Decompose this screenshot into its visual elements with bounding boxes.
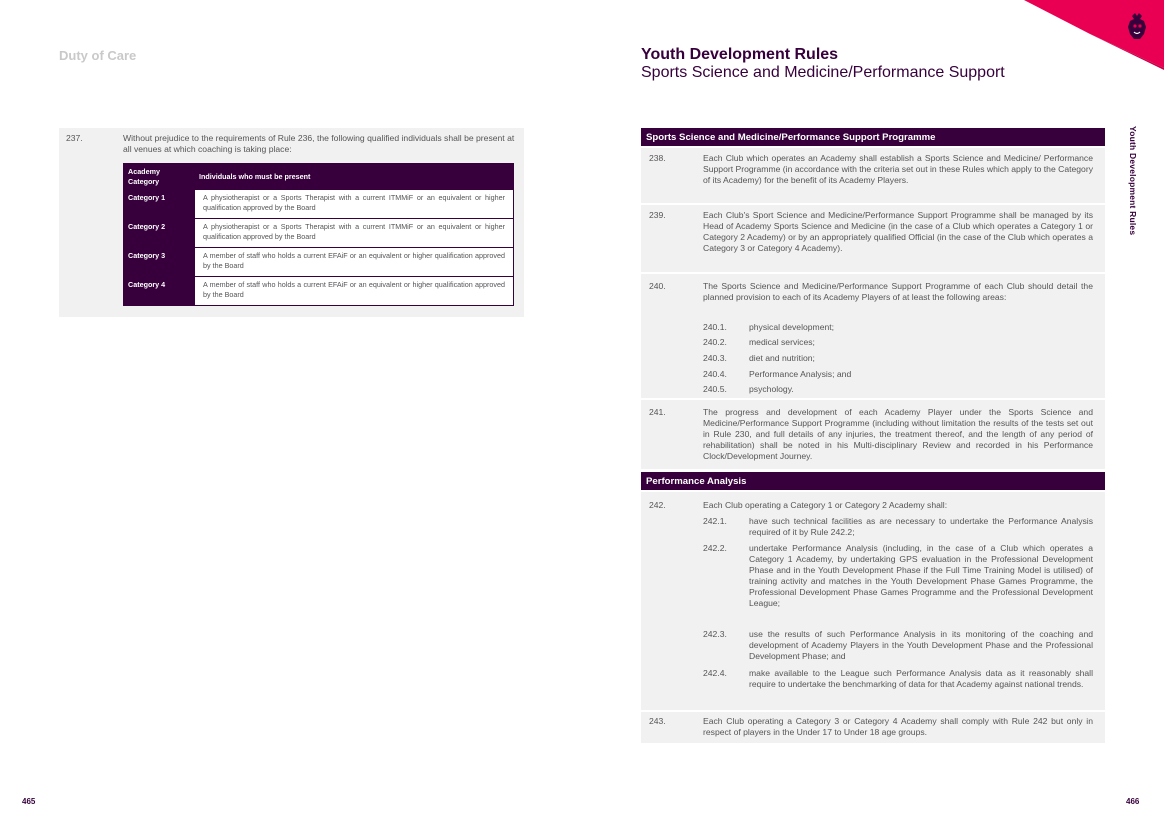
qualified-individuals-table xyxy=(123,163,514,306)
section-heading-sports-science: Sports Science and Medicine/Performance Support Programme xyxy=(641,128,1105,146)
sub-rule-text: diet and nutrition; xyxy=(749,353,815,363)
category-cell: Category 3 xyxy=(124,248,195,277)
premier-league-lion-icon xyxy=(1126,12,1148,42)
requirement-cell: A member of staff who holds a current EFAiF or an equivalent or higher qualification approved by the Board xyxy=(195,248,514,277)
table-row xyxy=(124,219,514,248)
section-heading-performance-analysis: Performance Analysis xyxy=(641,472,1105,490)
rule-241-box xyxy=(641,400,1105,469)
side-section-label: Youth Development Rules xyxy=(1128,126,1138,236)
page-title: Youth Development Rules xyxy=(641,46,839,63)
rule-243-box xyxy=(641,712,1105,743)
sub-rule-text: have such technical facilities as are necessary to undertake the Performance Analysis required of it by Rule 242.2; xyxy=(749,516,1093,537)
sub-rule-text: undertake Performance Analysis (including, in the case of a Club which operates a Category 1 Academy, by undertaking GPS evaluation in the Professional Development Phase and in the Youth Development Phase if the Full Time Training Model is utilised) of training activity and matches in the Youth Development Phase Games Programme, the Professional Development Phase Games Programme and the Professional Development League; xyxy=(749,543,1093,608)
rule-text: Without prejudice to the requirements of Rule 236, the following qualified individuals shall be present at all venues at which coaching is taking place: xyxy=(123,133,515,154)
rule-number: 240. xyxy=(649,281,666,291)
page-number-right: 466 xyxy=(1126,797,1140,806)
requirement-cell: A member of staff who holds a current EFAiF or an equivalent or higher qualification approved by the Board xyxy=(195,277,514,306)
rule-text: The progress and development of each Academy Player under the Sports Science and Medicine/Performance Support Programme (including without limitation the results of the tests set out in Rule 230, and full details of any injuries, the treatment thereof, and the length of any period of rehabilitation) shall be noted in his Multi-disciplinary Review and recorded in his Performance Clock/Development Journey. xyxy=(703,407,1093,461)
sub-rule-number: 240.5. xyxy=(703,384,727,394)
rule-239-box xyxy=(641,205,1105,272)
rule-number: 238. xyxy=(649,153,666,163)
sub-rule-number: 242.4. xyxy=(703,668,727,678)
page-subtitle: Sports Science and Medicine/Performance Support xyxy=(641,64,1005,81)
sub-rule-text: use the results of such Performance Analysis in its monitoring of the coaching and development of Academy Players in the Youth Development Phase and the Professional Development Phase; and xyxy=(749,629,1093,661)
sub-rule-number: 242.2. xyxy=(703,543,727,553)
left-page-header: Duty of Care xyxy=(59,48,137,63)
rule-240-box xyxy=(641,274,1105,398)
sub-rule-number: 242.1. xyxy=(703,516,727,526)
sub-rule-text: medical services; xyxy=(749,337,815,347)
rule-number: 239. xyxy=(649,210,666,220)
sub-rule-number: 240.4. xyxy=(703,369,727,379)
sub-rule-text: make available to the League such Performance Analysis data as it reasonably shall require to undertake the benchmarking of data for that Academy against national trends. xyxy=(749,668,1093,689)
sub-rule-number: 240.1. xyxy=(703,322,727,332)
category-cell: Category 4 xyxy=(124,277,195,306)
category-cell: Category 2 xyxy=(124,219,195,248)
rule-text: Each Club's Sport Science and Medicine/Performance Support Programme shall be managed by its Head of Academy Sports Science and Medicine (in the case of a Club which operates a Category 1 or Category 2 Academy) or by an appropriately qualified Official (in the case of the Club which operates a Category 3 or Category 4 Academy). xyxy=(703,210,1093,253)
rule-text: The Sports Science and Medicine/Performance Support Programme of each Club should detail the planned provision to each of its Academy Players of at least the following areas: xyxy=(703,281,1093,302)
sub-rule-number: 240.2. xyxy=(703,337,727,347)
table-row xyxy=(124,248,514,277)
rule-238-box xyxy=(641,148,1105,203)
rule-number: 241. xyxy=(649,407,666,417)
sub-rule-number: 240.3. xyxy=(703,353,727,363)
rule-number: 242. xyxy=(649,500,666,510)
requirement-cell: A physiotherapist or a Sports Therapist with a current ITMMiF or an equivalent or higher qualification approved by the Board xyxy=(195,190,514,219)
rule-text: Each Club operating a Category 3 or Category 4 Academy shall comply with Rule 242 but only in respect of players in the Under 17 to Under 18 age groups. xyxy=(703,716,1093,737)
rule-number: 237. xyxy=(66,133,83,143)
sub-rule-text: psychology. xyxy=(749,384,794,394)
requirement-cell: A physiotherapist or a Sports Therapist with a current ITMMiF or an equivalent or higher qualification approved by the Board xyxy=(195,219,514,248)
category-cell: Category 1 xyxy=(124,190,195,219)
rule-242-box xyxy=(641,492,1105,710)
sub-rule-text: physical development; xyxy=(749,322,835,332)
sub-rule-text: Performance Analysis; and xyxy=(749,369,852,379)
sub-rule-number: 242.3. xyxy=(703,629,727,639)
table-header-cell: Individuals who must be present xyxy=(195,164,514,190)
rule-text: Each Club which operates an Academy shall establish a Sports Science and Medicine/ Performance Support Programme (in accordance with the criteria set out in these Rules which apply to the Category of its Academy) for the benefit of its Academy Players. xyxy=(703,153,1093,185)
rule-text: Each Club operating a Category 1 or Category 2 Academy shall: xyxy=(703,500,948,510)
table-row xyxy=(124,190,514,219)
page-number-left: 465 xyxy=(22,797,36,806)
rule-number: 243. xyxy=(649,716,666,726)
table-header-cell: Academy Category xyxy=(124,164,195,190)
table-header-row xyxy=(124,164,514,190)
table-row xyxy=(124,277,514,306)
